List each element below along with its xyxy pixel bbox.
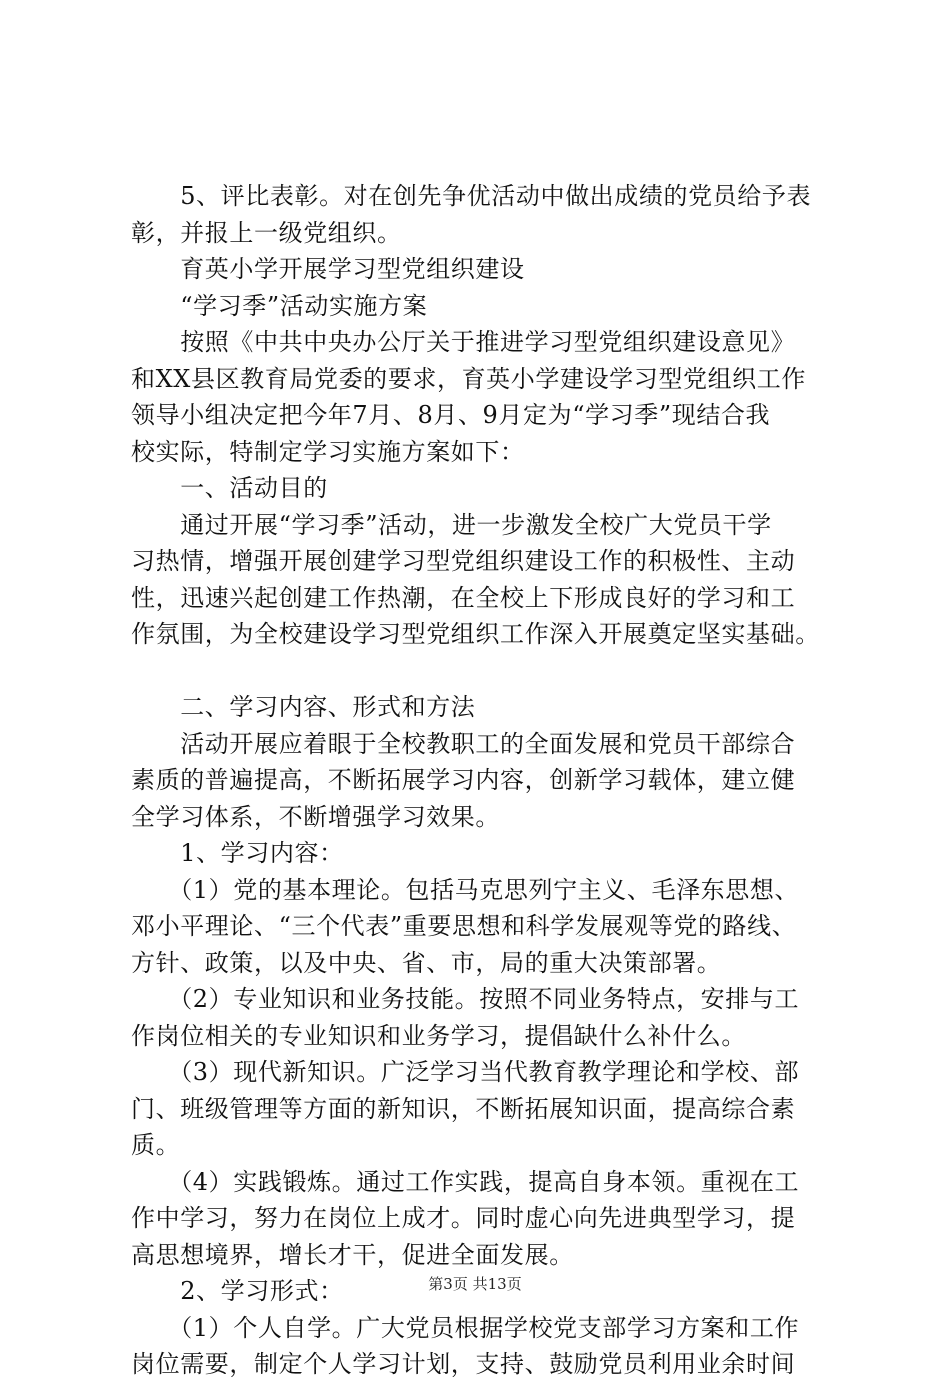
- subsection-heading: 2、学习形式：: [131, 1277, 344, 1305]
- text-line: 和XX县区教育局党委的要求，育英小学建设学习型党组织工作: [131, 364, 806, 393]
- text-line: 质。: [131, 1131, 181, 1159]
- text-line: 按照《中共中央办公厅关于推进学习型党组织建设意见》: [131, 328, 796, 356]
- text-line: 活动开展应着眼于全校教职工的全面发展和党员干部综合: [131, 729, 796, 758]
- subsection-heading: 1、学习内容：: [131, 839, 344, 867]
- text-line: 作岗位相关的专业知识和业务学习，提倡缺什么补什么。: [131, 1021, 746, 1050]
- text-line: （2）专业知识和业务技能。按照不同业务特点，安排与工: [131, 985, 800, 1013]
- text-line: 方针、政策，以及中央、省、市，局的重大决策部署。: [131, 948, 722, 977]
- text-line: 高思想境界，增长才干，促进全面发展。: [131, 1240, 574, 1269]
- text-line: 全学习体系，不断增强学习效果。: [131, 802, 500, 831]
- blank-line: [131, 653, 831, 690]
- text-line: 性，迅速兴起创建工作热潮，在全校上下形成良好的学习和工: [131, 583, 796, 612]
- text-line: （4）实践锻炼。通过工作实践，提高自身本领。重视在工: [131, 1167, 800, 1196]
- text-line: （1）党的基本理论。包括马克思列宁主义、毛泽东思想、: [131, 875, 800, 904]
- document-body: [131, 178, 831, 1383]
- text-line: 5、评比表彰。对在创先争优活动中做出成绩的党员给予表: [131, 182, 812, 210]
- section-heading: 二、学习内容、形式和方法: [131, 693, 476, 721]
- text-line: 岗位需要，制定个人学习计划，支持、鼓励党员利用业余时间: [131, 1350, 796, 1378]
- text-line: 习热情，增强开展创建学习型党组织建设工作的积极性、主动: [131, 547, 796, 575]
- text-line: 邓小平理论、“三个代表”重要思想和科学发展观等党的路线、: [131, 912, 797, 940]
- page-footer: 第3页 共13页: [428, 1275, 522, 1293]
- document-subtitle: “学习季”活动实施方案: [131, 291, 428, 320]
- text-line: （3）现代新知识。广泛学习当代教育教学理论和学校、部: [131, 1058, 800, 1086]
- text-line: 作氛围，为全校建设学习型党组织工作深入开展奠定坚实基础。: [131, 620, 820, 648]
- document-title: 育英小学开展学习型党组织建设: [131, 255, 525, 283]
- text-line: 作中学习，努力在岗位上成才。同时虚心向先进典型学习，提: [131, 1204, 796, 1232]
- text-line: 素质的普遍提高，不断拓展学习内容，创新学习载体，建立健: [131, 766, 796, 794]
- text-line: 领导小组决定把今年7月、8月、9月定为“学习季”现结合我: [131, 401, 771, 429]
- section-heading: 一、活动目的: [131, 474, 328, 502]
- text-line: （1）个人自学。广大党员根据学校党支部学习方案和工作: [131, 1313, 800, 1342]
- text-line: 门、班级管理等方面的新知识，不断拓展知识面，提高综合素: [131, 1094, 796, 1123]
- text-line: 通过开展“学习季”活动，进一步激发全校广大党员干学: [131, 510, 772, 539]
- text-line: 彰，并报上一级党组织。: [131, 218, 402, 247]
- text-line: 校实际，特制定学习实施方案如下：: [131, 437, 525, 466]
